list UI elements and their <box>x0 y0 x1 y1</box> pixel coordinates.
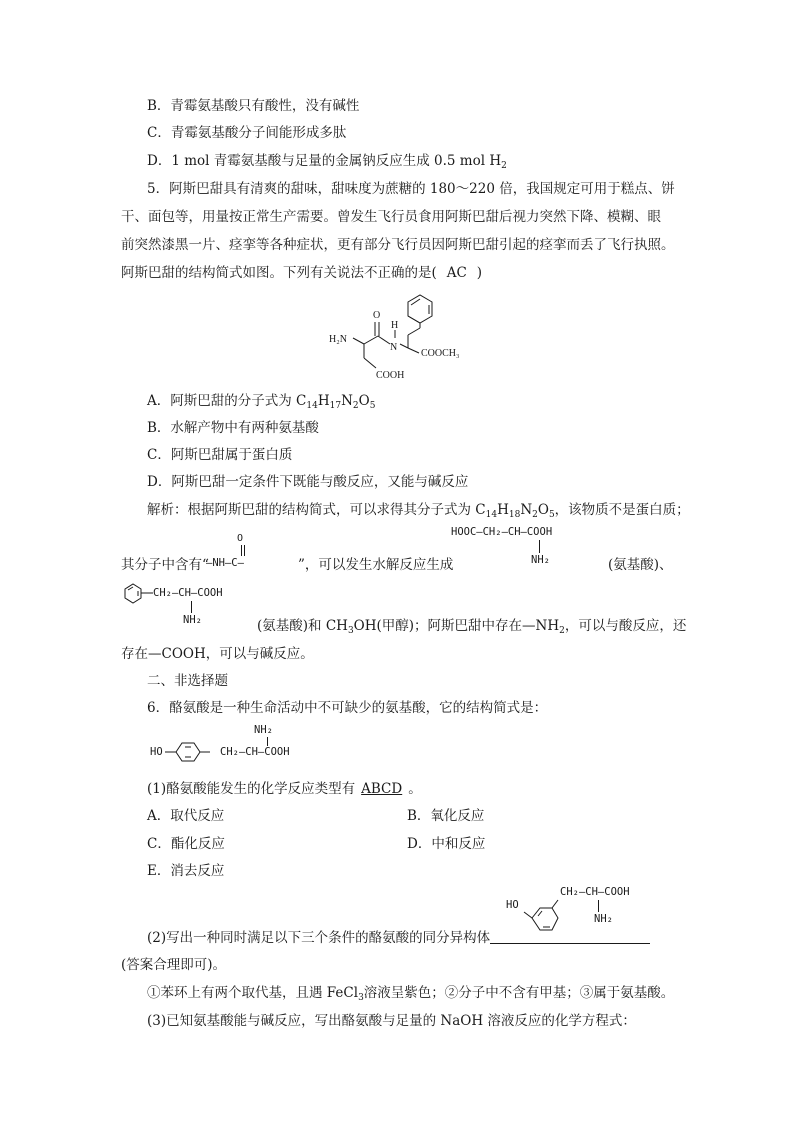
tyrosine-bond <box>267 737 269 746</box>
struct-h2n: H₂N <box>329 334 347 345</box>
q6-option-b: B．氧化反应 <box>407 808 485 824</box>
amide-o: O <box>237 533 244 544</box>
struct-h: H <box>391 320 399 331</box>
q6-part1: (1)酪氨酸能发生的化学反应类型有 ABCD 。 <box>147 781 422 797</box>
amide-nh: —NH— <box>206 557 232 569</box>
isomer-formula <box>560 886 690 930</box>
tyrosine-ho: HO <box>150 746 163 758</box>
q4-option-c: C．青霉氨基酸分子间能形成多肽 <box>147 125 347 141</box>
q5-option-a: A．阿斯巴甜的分子式为 $C_{14}H_{17}N_2O_5$ <box>147 393 376 411</box>
q5-stem-line3: 前突然漆黑一片、痉挛等各种症状，更有部分飞行员因阿斯巴甜引起的痉挛而丢了飞行执照。 <box>121 237 675 253</box>
q4-option-b: B．青霉氨基酸只有酸性，没有碱性 <box>147 98 360 114</box>
q5-explanation-line2-mid: ”，可以发生水解反应生成 <box>298 557 454 573</box>
aspartic-acid-formula <box>451 526 611 570</box>
amide-double-bond-right <box>244 545 246 556</box>
isomer-chain: CH₂—CH—COOH <box>560 886 630 898</box>
phenylalanine-chain: CH₂—CH—COOH <box>153 587 223 599</box>
struct-cooh: COOH <box>376 370 405 381</box>
tyrosine-chain: CH₂—CH—COOH <box>220 746 290 758</box>
q6-option-c: C．酯化反应 <box>147 836 225 852</box>
amide-double-bond-left <box>241 545 243 556</box>
q6-part2-note: (答案合理即可)。 <box>121 957 227 973</box>
q6-part2-answer-blank <box>490 929 650 944</box>
q6-conditions: ①苯环上有两个取代基，且遇 FeCl$_3$溶液呈紫色；②分子中不含有甲基；③属于氨基酸。 <box>147 985 675 1003</box>
struct-o: O <box>373 310 381 321</box>
aspartic-nh2: NH₂ <box>531 554 550 566</box>
q6-part2: (2)写出一种同时满足以下三个条件的酪氨酸的同分异构体 <box>147 929 650 947</box>
tyrosine-nh2: NH₂ <box>254 724 273 736</box>
struct-n: N <box>390 342 398 353</box>
q5-explanation-line1: 解析：根据阿斯巴甜的结构简式，可以求得其分子式为 $C_{14}H_{18}N_2O_5$，该物质不是蛋白质； <box>147 502 690 520</box>
tyrosine-formula <box>210 724 350 764</box>
q6-option-e: E．消去反应 <box>147 863 225 879</box>
phenylalanine-nh2: NH₂ <box>183 614 202 626</box>
q5-explanation-line4: 存在—COOH，可以与碱反应。 <box>121 646 314 662</box>
aspartic-bond <box>539 540 541 553</box>
q5-explanation-line2-pre: 其分子中含有“ <box>121 557 209 573</box>
amide-group-formula <box>206 533 298 577</box>
amide-c: C— <box>231 557 244 569</box>
section-heading-non-choice: 二、非选择题 <box>147 673 228 689</box>
q5-stem-line1: 5．阿斯巴甜具有清爽的甜味，甜味度为蔗糖的 180～220 倍，我国规定可用于糕点、饼 <box>147 181 675 197</box>
isomer-nh2: NH₂ <box>594 913 613 925</box>
q5-stem-line2: 干、面包等，用量按正常生产需要。曾发生飞行员食用阿斯巴甜后视力突然下降、模糊、眼 <box>121 209 661 225</box>
q5-option-b: B．水解产物中有两种氨基酸 <box>147 420 319 436</box>
q5-explanation-line2-post: (氨基酸)、 <box>608 557 673 573</box>
q5-answer: AC <box>446 265 467 281</box>
q6-option-a: A．取代反应 <box>147 808 225 824</box>
q4-option-d: D．1 mol 青霉氨基酸与足量的金属钠反应生成 0.5 mol $H_2$ <box>147 153 507 171</box>
aspartic-chain: HOOC—CH₂—CH—COOH <box>451 526 553 538</box>
isomer-bond <box>598 900 600 912</box>
aspartame-structure <box>320 286 480 386</box>
q6-part1-answer: ABCD <box>361 781 403 797</box>
phenylalanine-bond <box>191 601 193 613</box>
q5-explanation-line3: (氨基酸)和 $CH_3OH$(甲醇)；阿斯巴甜中存在$—NH_2$，可以与酸反应，还 <box>257 618 687 636</box>
q6-option-d: D．中和反应 <box>407 836 486 852</box>
q5-option-d: D．阿斯巴甜一定条件下既能与酸反应，又能与碱反应 <box>147 474 469 490</box>
struct-cooch3: COOCH₃ <box>421 348 460 359</box>
q5-stem-line4: 阿斯巴甜的结构简式如图。下列有关说法不正确的是( AC ) <box>121 265 483 281</box>
q6-intro: 6．酪氨酸是一种生命活动中不可缺少的氨基酸，它的结构简式是： <box>147 700 548 716</box>
q5-option-c: C．阿斯巴甜属于蛋白质 <box>147 447 293 463</box>
q6-part3: (3)已知氨基酸能与碱反应，写出酪氨酸与足量的 NaOH 溶液反应的化学方程式： <box>147 1013 636 1029</box>
isomer-ho: HO <box>506 899 519 911</box>
